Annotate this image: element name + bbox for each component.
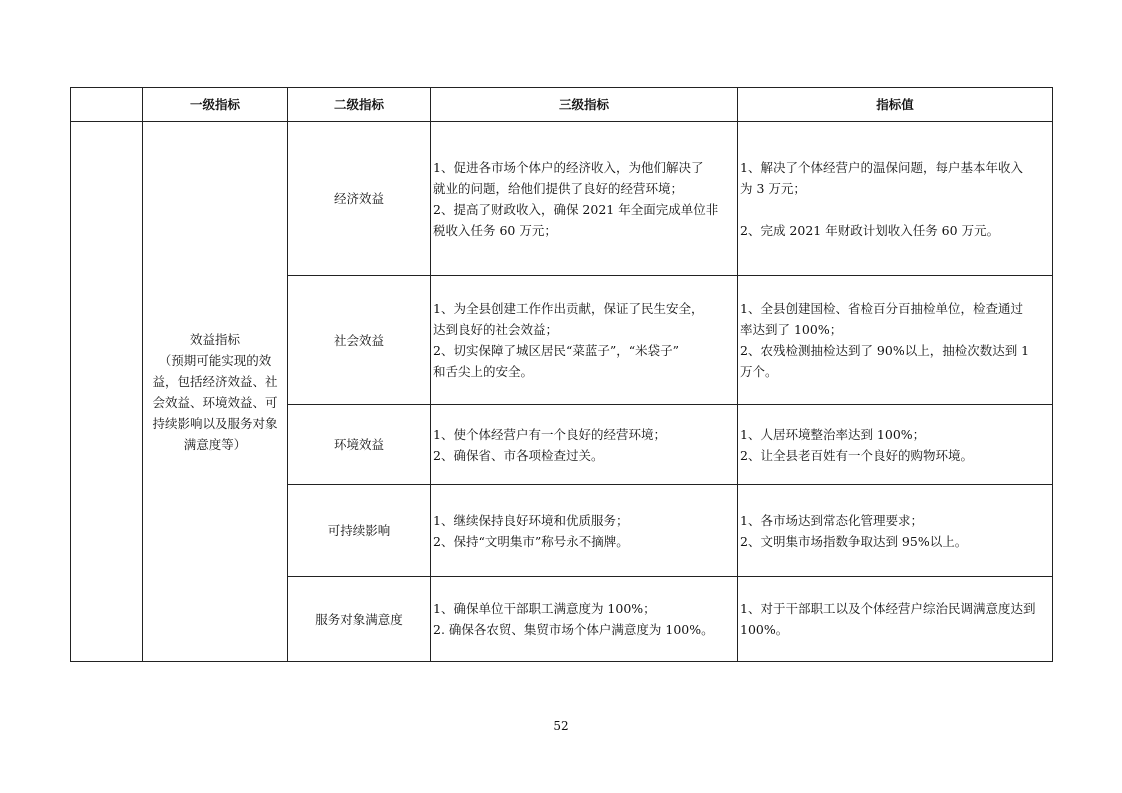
level1-note-line: 满意度等） [183, 436, 247, 452]
text-line: 达到良好的社会效益； [433, 322, 559, 337]
header-row [71, 88, 1053, 122]
text-line: 和舌尖上的安全。 [433, 364, 534, 379]
text-line: 2、保持“文明集市”称号永不摘牌。 [433, 533, 629, 549]
text-line: 1、人居环境整治率达到 100%； [740, 426, 926, 442]
level1-note-line: 持续影响以及服务对象 [152, 415, 278, 431]
blank-column-cell [71, 122, 143, 662]
text-line: 1、全县创建国检、省检百分百抽检单位，检查通过 [740, 301, 1023, 316]
level3-cell [431, 485, 738, 577]
text-line: 1、确保单位干部职工满意度为 100%； [433, 601, 656, 616]
level2-cell: 可持续影响 [288, 485, 431, 577]
header-blank [71, 88, 143, 122]
text-line: 万个。 [740, 364, 778, 379]
header-value: 指标值 [738, 88, 1053, 122]
text-line: 2、提高了财政收入，确保 2021 年全面完成单位非 [433, 201, 719, 217]
text-line: 1、继续保持良好环境和优质服务； [433, 512, 629, 528]
text-line: 税收入任务 60 万元； [433, 222, 557, 238]
header-level2: 二级指标 [288, 88, 431, 122]
text-line: 2、文明集市场指数争取达到 95%以上。 [740, 533, 968, 549]
level3-cell [431, 577, 738, 662]
level2-cell: 服务对象满意度 [288, 577, 431, 662]
text-line: 100%。 [740, 622, 789, 637]
text-line: 率达到了 100%； [740, 322, 843, 337]
level2-cell: 经济效益 [288, 122, 431, 276]
text-line: 1、对于干部职工以及个体经营户综治民调满意度达到 [740, 601, 1036, 616]
text-line [740, 199, 1050, 220]
value-cell [738, 276, 1053, 405]
header-level3: 三级指标 [431, 88, 738, 122]
header-level1: 一级指标 [143, 88, 288, 122]
level1-note-line: （预期可能实现的效 [158, 352, 272, 368]
level2-cell: 环境效益 [288, 405, 431, 485]
text-line: 1、使个体经营户有一个良好的经营环境； [433, 426, 666, 442]
text-line: 就业的问题，给他们提供了良好的经营环境； [433, 180, 684, 196]
page-number: 52 [553, 719, 569, 733]
text-line: 2、确保省、市各项检查过关。 [433, 447, 604, 463]
table-row [71, 122, 1053, 276]
level1-note-line: 益，包括经济效益、社 [152, 373, 278, 389]
value-cell [738, 122, 1053, 276]
level1-note-line: 会效益、环境效益、可 [152, 394, 278, 410]
value-cell [738, 405, 1053, 485]
text-line: 1、解决了个体经营户的温保问题，每户基本年收入 [740, 159, 1023, 175]
text-line: 1、促进各市场个体户的经济收入，为他们解决了 [433, 159, 704, 175]
value-cell [738, 485, 1053, 577]
level2-cell: 社会效益 [288, 276, 431, 405]
level3-cell [431, 276, 738, 405]
text-line: 1、各市场达到常态化管理要求； [740, 512, 923, 528]
text-line: 2、切实保障了城区居民“菜蓝子”，“米袋子” [433, 343, 680, 358]
value-cell [738, 577, 1053, 662]
text-line: 1、为全县创建工作作出贡献，保证了民生安全， [433, 301, 704, 316]
text-line: 2、让全县老百姓有一个良好的购物环境。 [740, 447, 973, 463]
text-line: 2、完成 2021 年财政计划收入任务 60 万元。 [740, 222, 1000, 238]
text-line: 2. 确保各农贸、集贸市场个体户满意度为 100%。 [433, 622, 714, 637]
level3-cell [431, 405, 738, 485]
indicator-table [70, 87, 1053, 662]
text-line: 2、农残检测抽检达到了 90%以上，抽检次数达到 1 [740, 343, 1030, 358]
level1-label: 效益指标 [189, 331, 240, 347]
text-line: 为 3 万元； [740, 180, 806, 196]
level1-cell [143, 122, 288, 662]
level3-cell [431, 122, 738, 276]
